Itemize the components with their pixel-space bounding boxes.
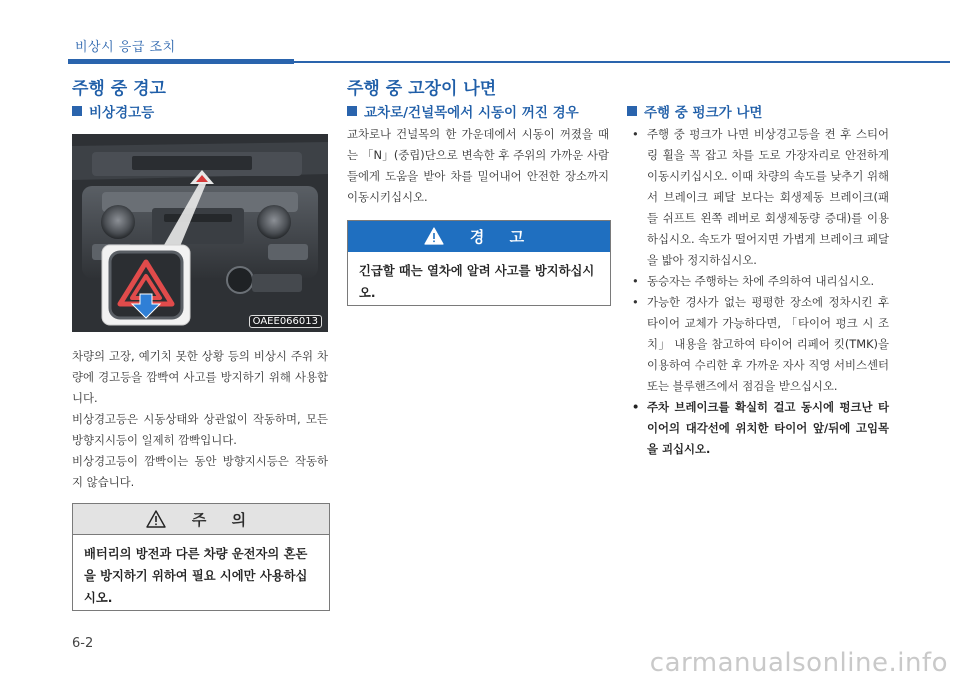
bullet-item: • 가능한 경사가 없는 평평한 장소에 정차시킨 후 타이어 교체가 가능하다면, 「타이어 펑크 시 조치」 내용을 참고하여 타이어 리페어 킷(TMK)을 이용하여 수리한 후 가까운 자사 직영 서비스센터 또는 블루핸즈에서 점검을 받으십시오. bbox=[627, 292, 889, 397]
image-code: OAEE066013 bbox=[249, 315, 322, 328]
page-number: 6-2 bbox=[72, 636, 94, 651]
section-label: 비상시 응급 조치 bbox=[75, 40, 176, 55]
middle-title: 주행 중 고장이 나면 bbox=[347, 79, 497, 99]
left-paragraph: 비상경고등이 깜빡이는 동안 방향지시등은 작동하지 않습니다. bbox=[72, 454, 328, 489]
warning-box bbox=[347, 220, 611, 306]
caution-box bbox=[72, 503, 330, 611]
header-rule-thick bbox=[68, 59, 294, 64]
left-subtitle-text: 비상경고등 bbox=[89, 105, 155, 121]
left-title: 주행 중 경고 bbox=[72, 79, 166, 99]
middle-paragraph: 교차로나 건널목의 한 가운데에서 시동이 꺼졌을 때는 「N」(중립)단으로 변속한 후 주위의 가까운 사람들에게 도움을 받아 차를 밀어내어 안전한 장소까지 이동시키십시오. bbox=[347, 127, 609, 204]
square-bullet-icon bbox=[72, 106, 82, 116]
square-bullet-icon bbox=[627, 106, 637, 116]
hazard-button-photo bbox=[72, 134, 328, 332]
dashboard-illustration bbox=[72, 134, 328, 332]
middle-body bbox=[347, 124, 609, 208]
bullet-item-bold: • 주차 브레이크를 확실히 걸고 동시에 펑크난 타이어의 대각선에 위치한 타이어 앞/뒤에 고임목을 괴십시오. bbox=[627, 397, 889, 460]
warning-triangle-icon bbox=[424, 227, 444, 245]
caution-title: 주 의 bbox=[191, 510, 257, 529]
bullet-item: • 동승자는 주행하는 차에 주의하여 내리십시오. bbox=[627, 271, 889, 292]
right-subtitle bbox=[627, 101, 762, 121]
warning-text: 긴급할 때는 열차에 알려 사고를 방지하십시오. bbox=[359, 264, 595, 300]
middle-subtitle bbox=[347, 101, 579, 121]
caution-header bbox=[73, 504, 329, 535]
warning-title: 경 고 bbox=[469, 227, 535, 246]
watermark: carmanualsonline.info bbox=[649, 648, 948, 678]
right-bullet-list bbox=[627, 124, 889, 460]
left-paragraph: 비상경고등은 시동상태와 상관없이 작동하며, 모든 방향지시등이 일제히 깜빡입니다. bbox=[72, 412, 328, 447]
caution-text: 배터리의 방전과 다른 차량 운전자의 혼돈을 방지하기 위하여 필요 시에만 사용하십시오. bbox=[84, 547, 308, 605]
warning-header bbox=[348, 221, 610, 252]
bullet-item: • 주행 중 펑크가 나면 비상경고등을 켠 후 스티어링 휠을 꼭 잡고 차를 도로 가장자리로 안전하게 이동시키십시오. 이때 차량의 속도를 낮추기 위해서 브레이크 페달 보다는 회생제동 브레이크(패들 쉬프트 왼쪽 레버로 회생제동량 증대)를 이용하십시오. 속도가 떨어지면 가볍게 브레이크 페달을 밟아 정지하십시오. bbox=[627, 124, 889, 271]
left-paragraph: 차량의 고장, 예기치 못한 상황 등의 비상시 주위 차량에 경고등을 깜빡여 사고를 방지하기 위해 사용합니다. bbox=[72, 349, 328, 405]
right-subtitle-text: 주행 중 펑크가 나면 bbox=[644, 105, 763, 121]
warning-triangle-icon bbox=[146, 510, 166, 528]
left-body bbox=[72, 346, 328, 493]
square-bullet-icon bbox=[347, 106, 357, 116]
left-subtitle bbox=[72, 101, 154, 121]
header-rule-thin bbox=[294, 61, 950, 63]
middle-subtitle-text: 교차로/건널목에서 시동이 꺼진 경우 bbox=[364, 105, 579, 121]
